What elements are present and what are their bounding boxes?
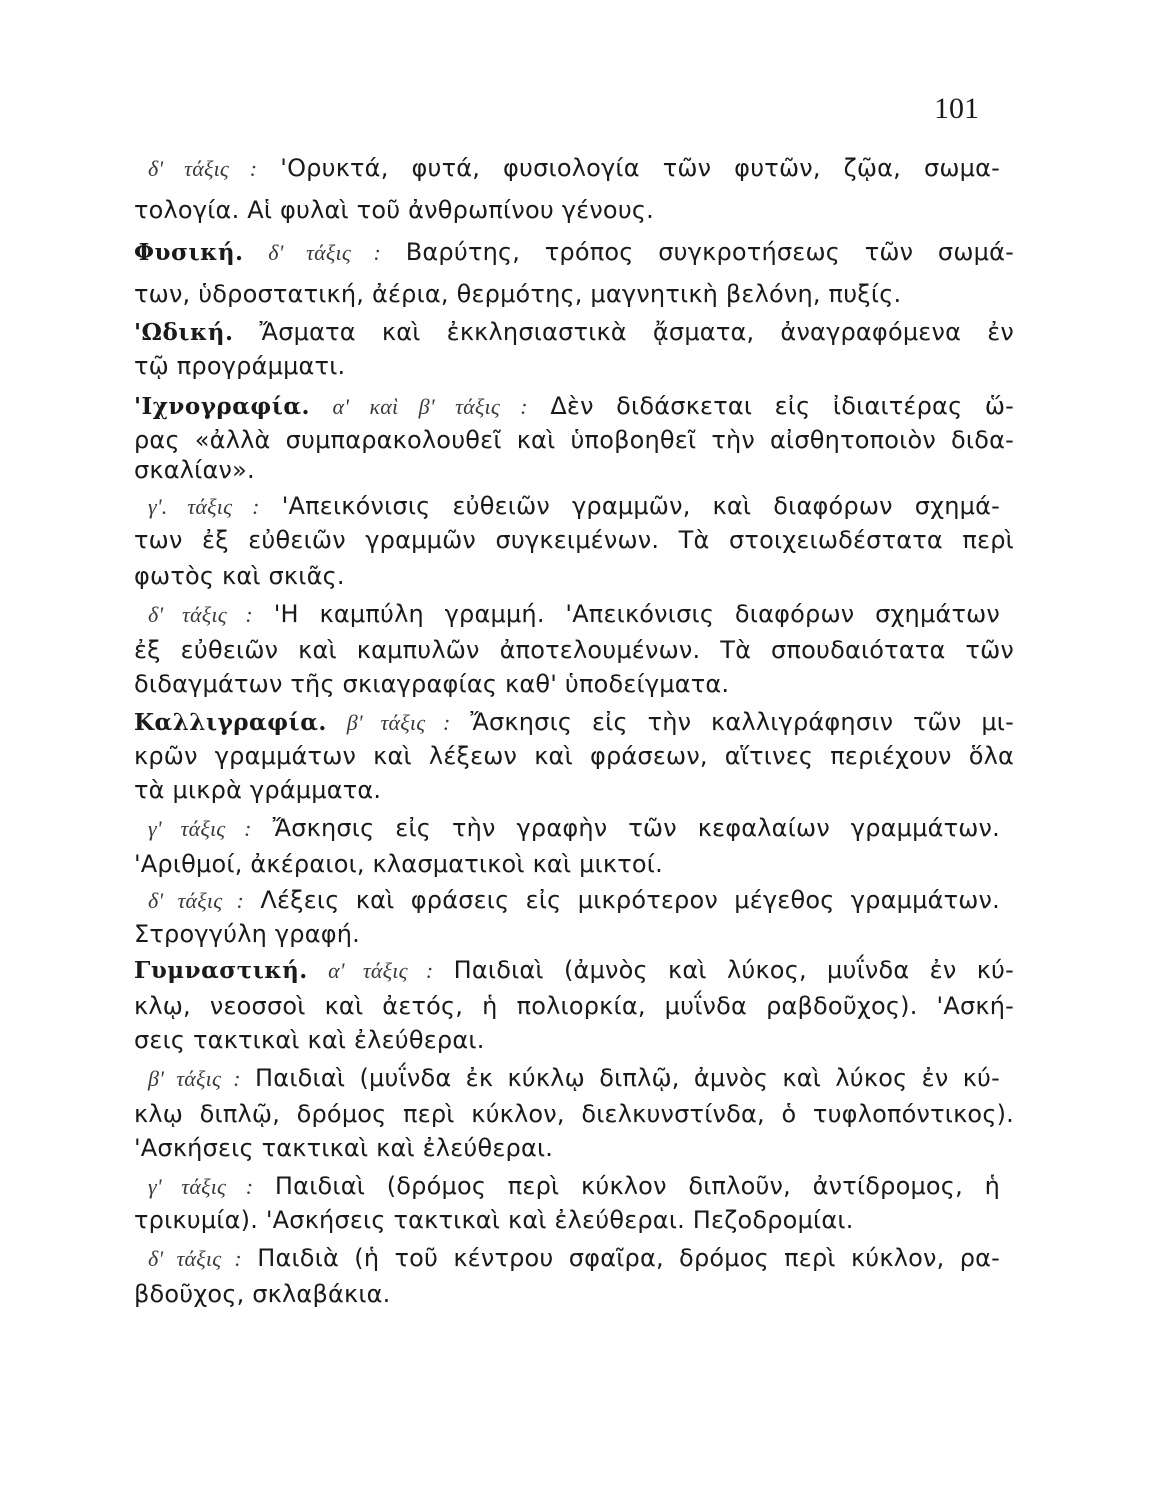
class-label: β' τάξις : <box>346 710 451 735</box>
line-text: των ἐξ εὐθειῶν γραμμῶν συγκειμένων. Τὰ στοιχειωδέστατα περὶ <box>134 526 1014 554</box>
line-text: Βαρύτης, τρόπος συγκροτήσεως τῶν σωμά- <box>405 238 1014 266</box>
line-text: βδοῦχος, σκλαβάκια. <box>134 1280 391 1308</box>
line-text: Παιδιαὶ (ἀμνὸς καὶ λύκος, μυΐνδα ἐν κύ- <box>453 956 1014 984</box>
line-text: κλῳ διπλῷ, δρόμος περὶ κύκλον, διελκυνστίνδα, ὁ τυφλοπόντικος). <box>134 1100 1014 1128</box>
text-line <box>134 914 1014 954</box>
line-text: Παιδιὰ (ἡ τοῦ κέντρου σφαῖρα, δρόμος περὶ κύκλον, ρα- <box>257 1244 1001 1272</box>
text-line <box>134 274 1014 314</box>
class-label: α' καὶ β' τάξις : <box>332 394 528 419</box>
text-line <box>134 190 1014 230</box>
text-line <box>134 1020 1014 1060</box>
class-label: α' τάξις : <box>328 958 434 983</box>
line-text: Παιδιαὶ (μυΐνδα ἐκ κύκλῳ διπλῷ, ἀμνὸς καὶ λύκος ἐν κύ- <box>255 1064 1000 1092</box>
class-label: δ' τάξις : <box>148 1246 242 1271</box>
class-label: δ' τάξις : <box>148 602 253 627</box>
line-text: σκαλίαν». <box>134 456 255 484</box>
text-line <box>134 346 1014 386</box>
text-line <box>148 1058 1000 1098</box>
line-text: Ἄσκησις εἰς τὴν καλλιγράφησιν τῶν μι- <box>470 708 1014 736</box>
line-text: Ἄσματα καὶ ἐκκλησιαστικὰ ᾄσματα, ἀναγραφόμενα ἐν <box>259 318 1014 346</box>
text-line <box>148 594 1000 634</box>
line-text: Δὲν διδάσκεται εἰς ἰδιαιτέρας ὥ- <box>550 392 1014 420</box>
line-text: Λέξεις καὶ φράσεις εἰς μικρότερον μέγεθος γραμμάτων. <box>260 886 1000 914</box>
line-text: 'Η καμπύλη γραμμή. 'Απεικόνισις διαφόρων σχημάτων <box>273 600 1001 628</box>
class-label: γ' τάξις : <box>148 816 252 841</box>
text-line <box>134 450 1014 490</box>
line-text: Στρογγύλη γραφή. <box>134 920 360 948</box>
line-text: Ἄσκησις εἰς τὴν γραφὴν τῶν κεφαλαίων γραμμάτων. <box>272 814 1000 842</box>
subject-heading: 'Ιχνογραφία. <box>134 393 311 420</box>
line-text: Παιδιαὶ (δρόμος περὶ κύκλον διπλοῦν, ἀντίδρομος, ἡ <box>274 1172 1000 1200</box>
line-text: σεις τακτικαὶ καὶ ἐλεύθεραι. <box>134 1026 485 1054</box>
class-label: δ' τάξις : <box>148 156 258 181</box>
text-line <box>134 844 1014 884</box>
text-line <box>134 1274 1014 1314</box>
line-text: ρας «ἀλλὰ συμπαρακολουθεῖ καὶ ὑποβοηθεῖ τὴν αἰσθητοποιὸν διδα- <box>134 426 1014 454</box>
class-label: γ'. τάξις : <box>148 494 260 519</box>
text-line <box>134 664 1014 704</box>
line-text: τρικυμία). 'Ασκήσεις τακτικαὶ καὶ ἐλεύθεραι. Πεζοδρομίαι. <box>134 1206 854 1234</box>
page-number: 101 <box>934 92 979 125</box>
class-label: δ' τάξις : <box>268 240 382 265</box>
text-line <box>134 950 1014 990</box>
text-line <box>134 770 1014 810</box>
line-text: των, ὑδροστατική, ἀέρια, θερμότης, μαγνητικὴ βελόνη, πυξίς. <box>134 280 902 308</box>
line-text: 'Ασκήσεις τακτικαὶ καὶ ἐλεύθεραι. <box>134 1134 554 1162</box>
text-line <box>134 1200 1014 1240</box>
text-line <box>134 1128 1014 1168</box>
line-text: φωτὸς καὶ σκιᾶς. <box>134 562 345 590</box>
text-line <box>134 520 1014 560</box>
line-text: κλῳ, νεοσσοὶ καὶ ἀετός, ἡ πολιορκία, μυΐνδα ραβδοῦχος). 'Ασκή- <box>134 992 1014 1020</box>
class-label: δ' τάξις : <box>148 888 245 913</box>
line-text: ἐξ εὐθειῶν καὶ καμπυλῶν ἀποτελουμένων. Τὰ σπουδαιότατα τῶν <box>134 636 1014 664</box>
line-text: τῷ προγράμματι. <box>134 352 346 380</box>
line-text: τὰ μικρὰ γράμματα. <box>134 776 382 804</box>
subject-heading: Γυμναστική. <box>134 957 308 984</box>
subject-heading: Φυσική. <box>134 239 244 266</box>
line-text: κρῶν γραμμάτων καὶ λέξεων καὶ φράσεων, αἵτινες περιέχουν ὅλα <box>134 742 1014 770</box>
class-label: γ' τάξις : <box>148 1174 254 1199</box>
text-line <box>148 808 1000 848</box>
subject-heading: Καλλιγραφία. <box>134 709 327 736</box>
line-text: 'Απεικόνισις εὐθειῶν γραμμῶν, καὶ διαφόρων σχημά- <box>281 492 1000 520</box>
text-line <box>134 232 1014 272</box>
line-text: 'Ορυκτά, φυτά, φυσιολογία τῶν φυτῶν, ζῷα, σωμα- <box>280 154 1000 182</box>
text-line <box>148 148 1000 188</box>
line-text: 'Αριθμοί, ἀκέραιοι, κλασματικοὶ καὶ μικτοί. <box>134 850 663 878</box>
line-text: τολογία. Αἱ φυλαὶ τοῦ ἀνθρωπίνου γένους. <box>134 196 655 224</box>
class-label: β' τάξις : <box>148 1066 241 1091</box>
subject-heading: 'Ωδική. <box>134 319 234 346</box>
text-line <box>134 556 1014 596</box>
line-text: διδαγμάτων τῆς σκιαγραφίας καθ' ὑποδείγματα. <box>134 670 730 698</box>
text-line <box>148 1238 1000 1278</box>
